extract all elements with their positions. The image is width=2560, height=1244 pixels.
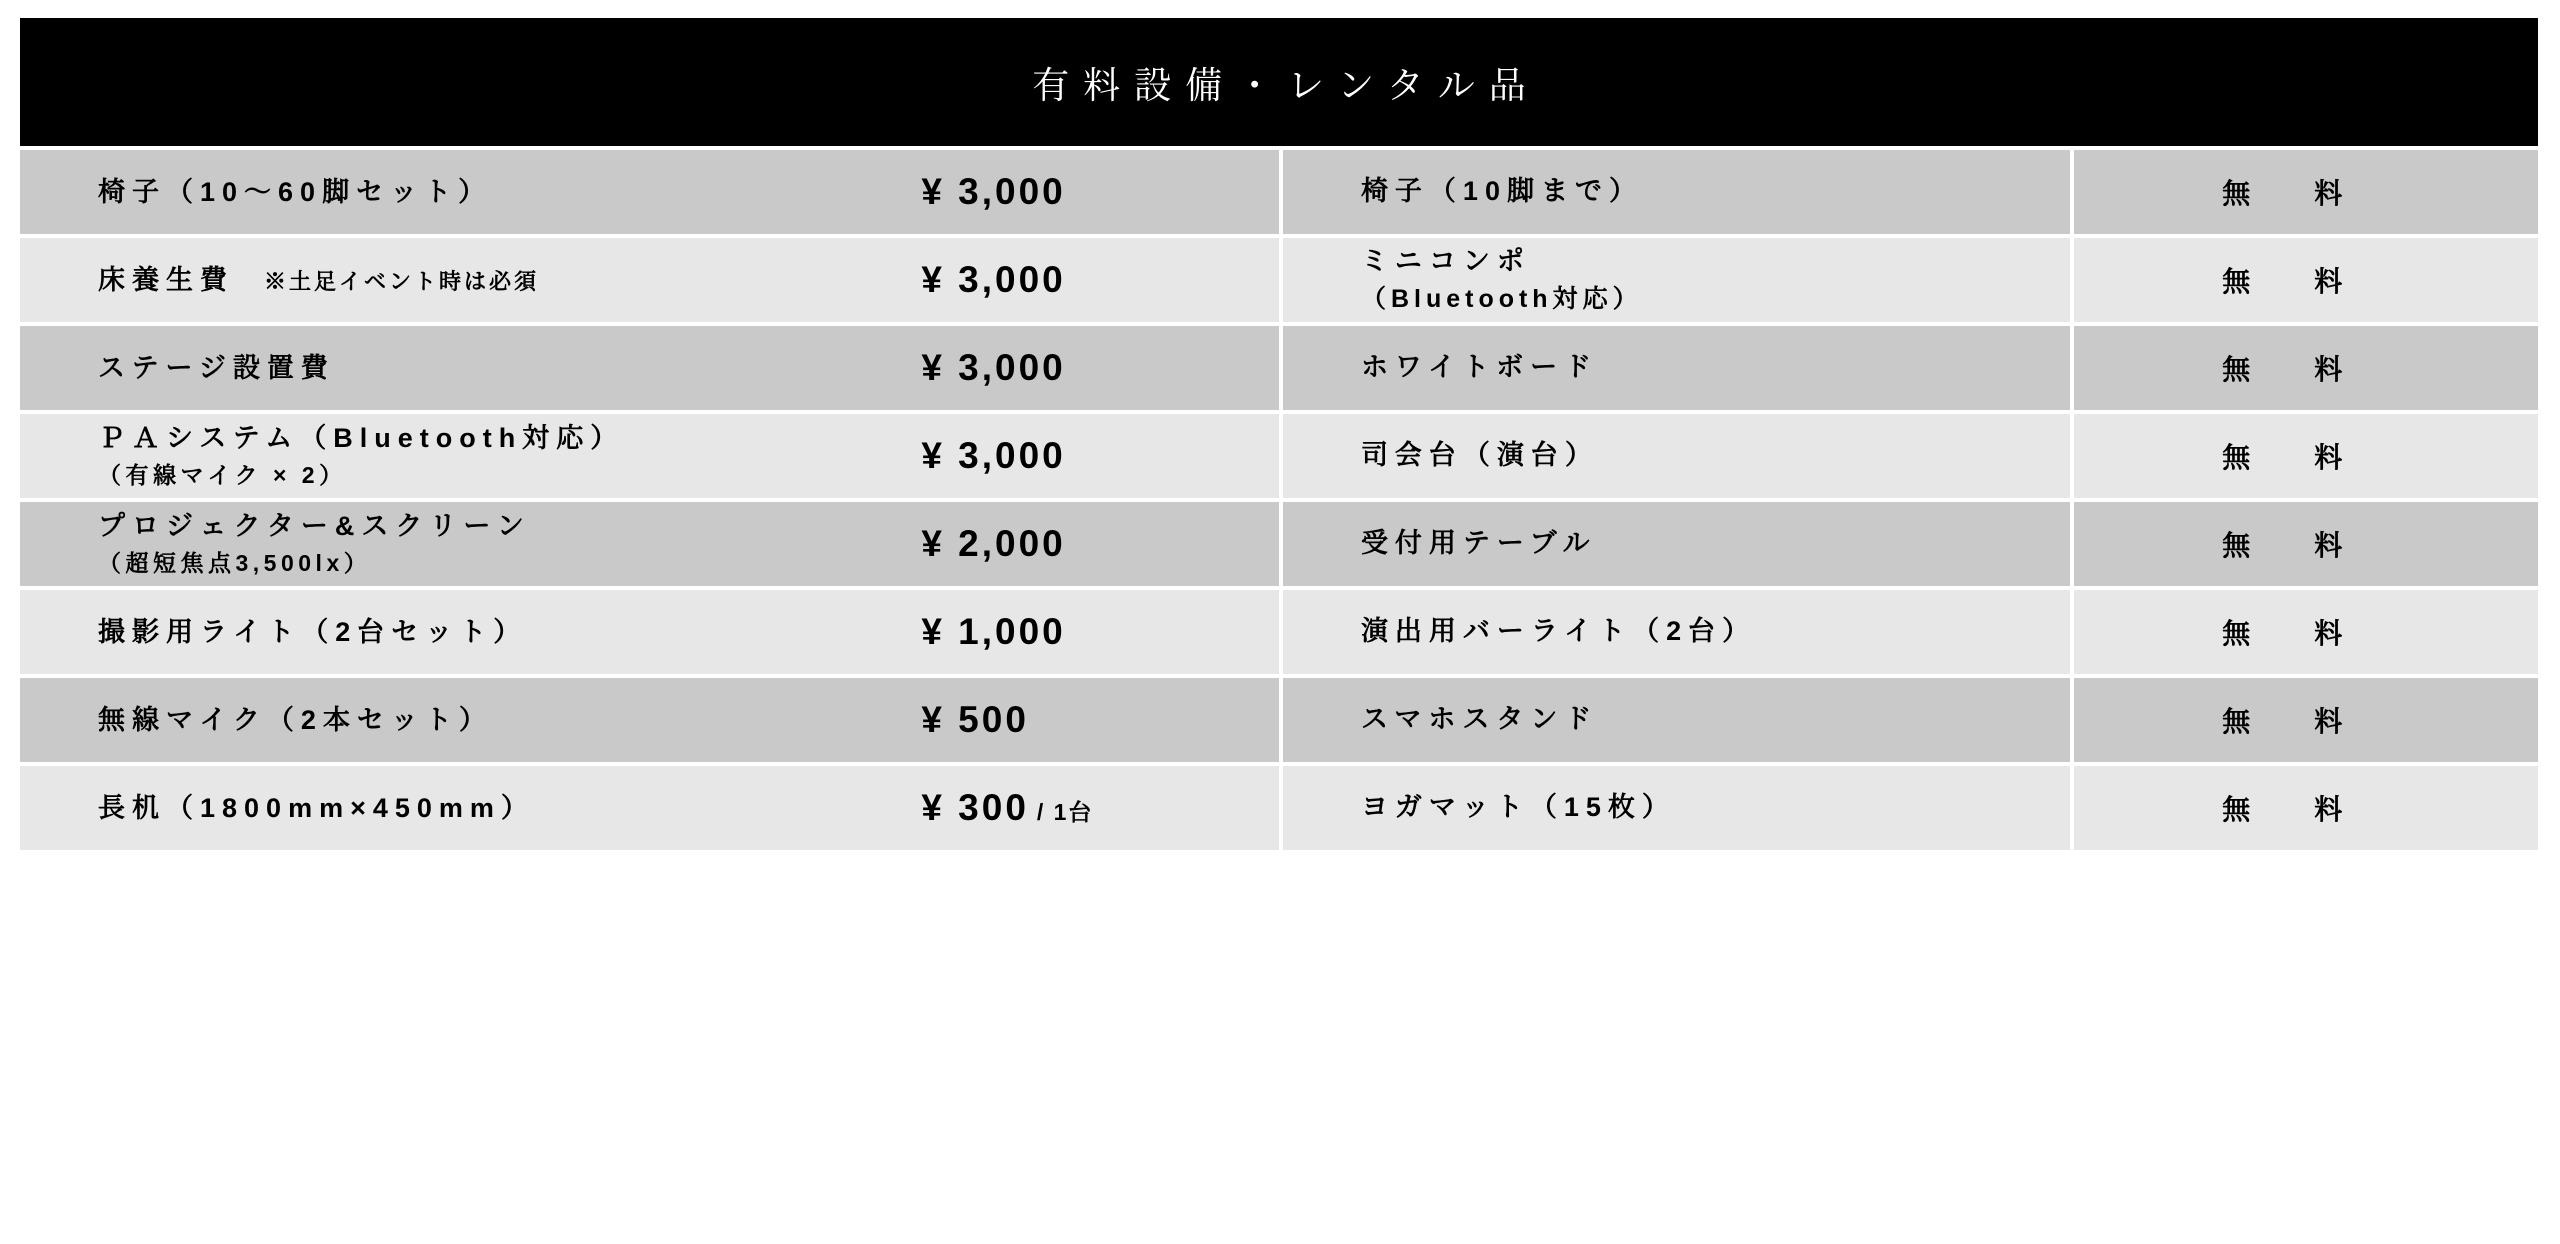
free-item-name: 演出用バーライト（2台） (1360, 616, 1757, 647)
free-item-price-cell (2074, 150, 2538, 234)
free-item-price: 無 料 (2222, 266, 2361, 297)
paid-item-name: ステージ設置費 (98, 352, 335, 383)
paid-item-price-cell (799, 766, 1279, 850)
paid-item-name: ＰＡシステム（Bluetooth対応） (98, 422, 625, 453)
free-item-price: 無 料 (2222, 618, 2361, 649)
paid-item-name: プロジェクター&スクリーン (98, 510, 531, 541)
page-title: 有料設備・レンタル品 (1032, 65, 1540, 106)
paid-item-name-cell (20, 590, 799, 674)
free-item-price: 無 料 (2222, 530, 2361, 561)
paid-item-name: 無線マイク（2本セット） (98, 704, 493, 735)
table-row (20, 238, 2538, 322)
table-row (20, 150, 2538, 234)
equipment-price-table (20, 18, 2538, 850)
paid-item-name-cell (20, 414, 799, 498)
paid-item-price: ¥ 3,000 (921, 347, 1066, 388)
paid-item-name: 撮影用ライト（2台セット） (98, 616, 528, 647)
free-item-name-cell (1283, 766, 2070, 850)
free-item-name: 司会台（演台） (1360, 440, 1599, 471)
free-item-price-cell (2074, 238, 2538, 322)
paid-item-price: ¥ 3,000 (921, 435, 1066, 476)
table-body (20, 150, 2538, 850)
paid-item-price: ¥ 2,000 (921, 523, 1066, 564)
paid-item-name-cell (20, 326, 799, 410)
free-item-name: 椅子（10脚まで） (1360, 176, 1643, 207)
paid-item-name: 床養生費 ※土足イベント時は必須 (98, 264, 540, 295)
paid-item-name-sub: （超短焦点3,500lx） (98, 550, 372, 577)
paid-item-price-cell (799, 502, 1279, 586)
paid-item-price: ¥ 3,000 (921, 171, 1066, 212)
paid-item-price-cell (799, 150, 1279, 234)
free-item-price-cell (2074, 502, 2538, 586)
free-item-name-cell (1283, 414, 2070, 498)
free-item-name: ヨガマット（15枚） (1360, 792, 1676, 823)
free-item-price: 無 料 (2222, 442, 2361, 473)
table-row (20, 590, 2538, 674)
table-row (20, 414, 2538, 498)
free-item-price: 無 料 (2222, 794, 2361, 825)
free-item-price: 無 料 (2222, 354, 2361, 385)
free-item-name-cell (1283, 590, 2070, 674)
paid-item-price-cell (799, 238, 1279, 322)
free-item-price: 無 料 (2222, 178, 2361, 209)
free-item-name: ホワイトボード (1360, 352, 1599, 383)
paid-item-note: ※土足イベント時は必須 (264, 268, 540, 294)
paid-item-name-cell (20, 502, 799, 586)
table-row (20, 326, 2538, 410)
paid-item-price: ¥ 3,000 (921, 259, 1066, 300)
paid-item-name-cell (20, 238, 799, 322)
paid-item-price-unit: / 1台 (1036, 799, 1094, 825)
table-row (20, 766, 2538, 850)
paid-item-name: 長机（1800mm×450mm） (98, 792, 535, 823)
paid-item-price: ¥ 500 (921, 699, 1029, 740)
free-item-price-cell (2074, 326, 2538, 410)
free-item-price: 無 料 (2222, 706, 2361, 737)
paid-item-price-cell (799, 414, 1279, 498)
table-title-bar (20, 18, 2538, 146)
free-item-price-cell (2074, 590, 2538, 674)
free-item-name-cell (1283, 150, 2070, 234)
paid-item-name: 椅子（10〜60脚セット） (98, 176, 493, 207)
paid-item-name-cell (20, 678, 799, 762)
paid-item-name-cell (20, 766, 799, 850)
free-item-name-cell (1283, 678, 2070, 762)
paid-item-price-cell (799, 326, 1279, 410)
table-row (20, 678, 2538, 762)
free-item-name-cell (1283, 502, 2070, 586)
free-item-price-cell (2074, 414, 2538, 498)
paid-item-price-cell (799, 590, 1279, 674)
free-item-name-line2: （Bluetooth対応） (1360, 285, 1643, 314)
paid-item-name-sub: （有線マイク × 2） (98, 462, 347, 489)
free-item-price-cell (2074, 678, 2538, 762)
table-row (20, 502, 2538, 586)
free-item-name: 受付用テーブル (1360, 528, 1597, 559)
paid-item-price: ¥ 300 / 1台 (921, 787, 1094, 828)
free-item-name-cell (1283, 326, 2070, 410)
free-item-name: ミニコンポ （Bluetooth対応） (1361, 242, 2070, 317)
free-item-name: スマホスタンド (1360, 704, 1599, 735)
paid-item-price: ¥ 1,000 (921, 611, 1066, 652)
free-item-name-cell (1283, 238, 2070, 322)
paid-item-price-cell (799, 678, 1279, 762)
paid-item-name-cell (20, 150, 799, 234)
free-item-price-cell (2074, 766, 2538, 850)
